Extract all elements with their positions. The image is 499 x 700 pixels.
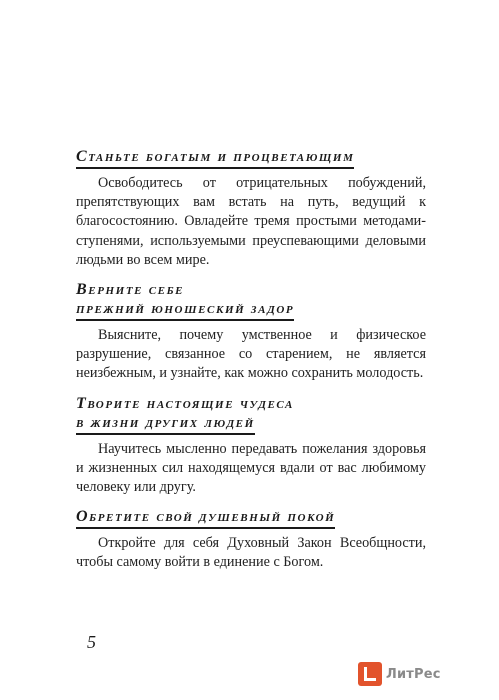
section-get-rich [76,148,426,270]
section-body: Научитесь мысленно передавать пожелания здоровья и жизненных сил находящемуся вдали от вас любимому человеку или другу. [76,440,426,496]
heading-line: Обретите свой душевный покой [76,508,335,529]
heading-line: Верните себе [76,281,185,299]
section-heading [76,148,426,169]
section-heading [76,281,426,321]
section-heading [76,395,426,435]
heading-line: Станьте богатым и процветающим [76,148,354,169]
section-body: Выясните, почему умственное и физическое разрушение, связанное со старением, не является неизбежным, и узнайте, как можно сохранить молодость. [76,327,426,382]
heading-line: Творите настоящие чудеса [76,394,294,412]
litres-logo [358,661,474,687]
logo-text: ЛитРес [386,666,441,682]
section-peace [76,508,426,572]
section-youth [76,281,426,384]
section-heading [76,508,426,529]
section-body: Откройте для себя Духовный Закон Всеобщности, чтобы самому войти в единение с Богом. [76,535,426,571]
page-content [76,148,426,584]
heading-line: прежний юношеский задор [76,300,294,321]
litres-logo-icon [358,662,382,686]
heading-line: в жизни других людей [76,414,255,435]
section-body: Освободитесь от отрицательных побуждений, препятствующих вам встать на путь, ведущий к благосостоянию. Овладейте тремя простыми методами-ступенями, используемыми преуспевающими деловыми людьми во всем мире. [76,175,426,268]
page-number: 5 [87,632,96,652]
section-miracles [76,395,426,498]
